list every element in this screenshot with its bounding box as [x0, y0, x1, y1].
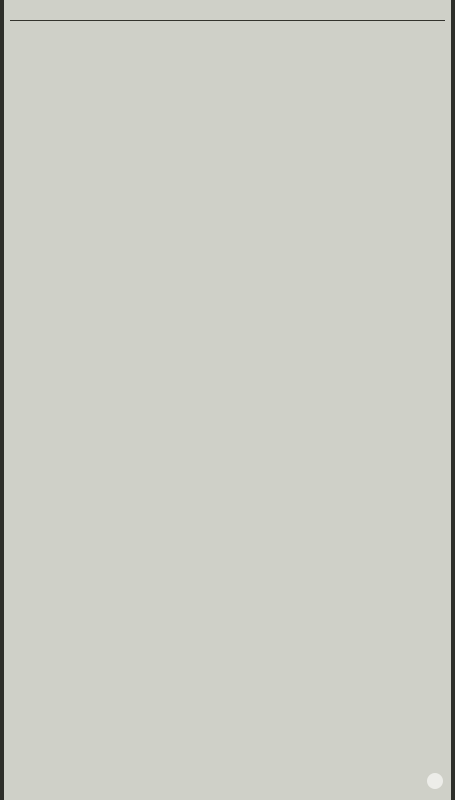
header-rule	[10, 20, 445, 21]
watermark-logo	[427, 773, 447, 790]
logo-mark-icon	[427, 773, 443, 789]
book-page	[4, 0, 451, 800]
